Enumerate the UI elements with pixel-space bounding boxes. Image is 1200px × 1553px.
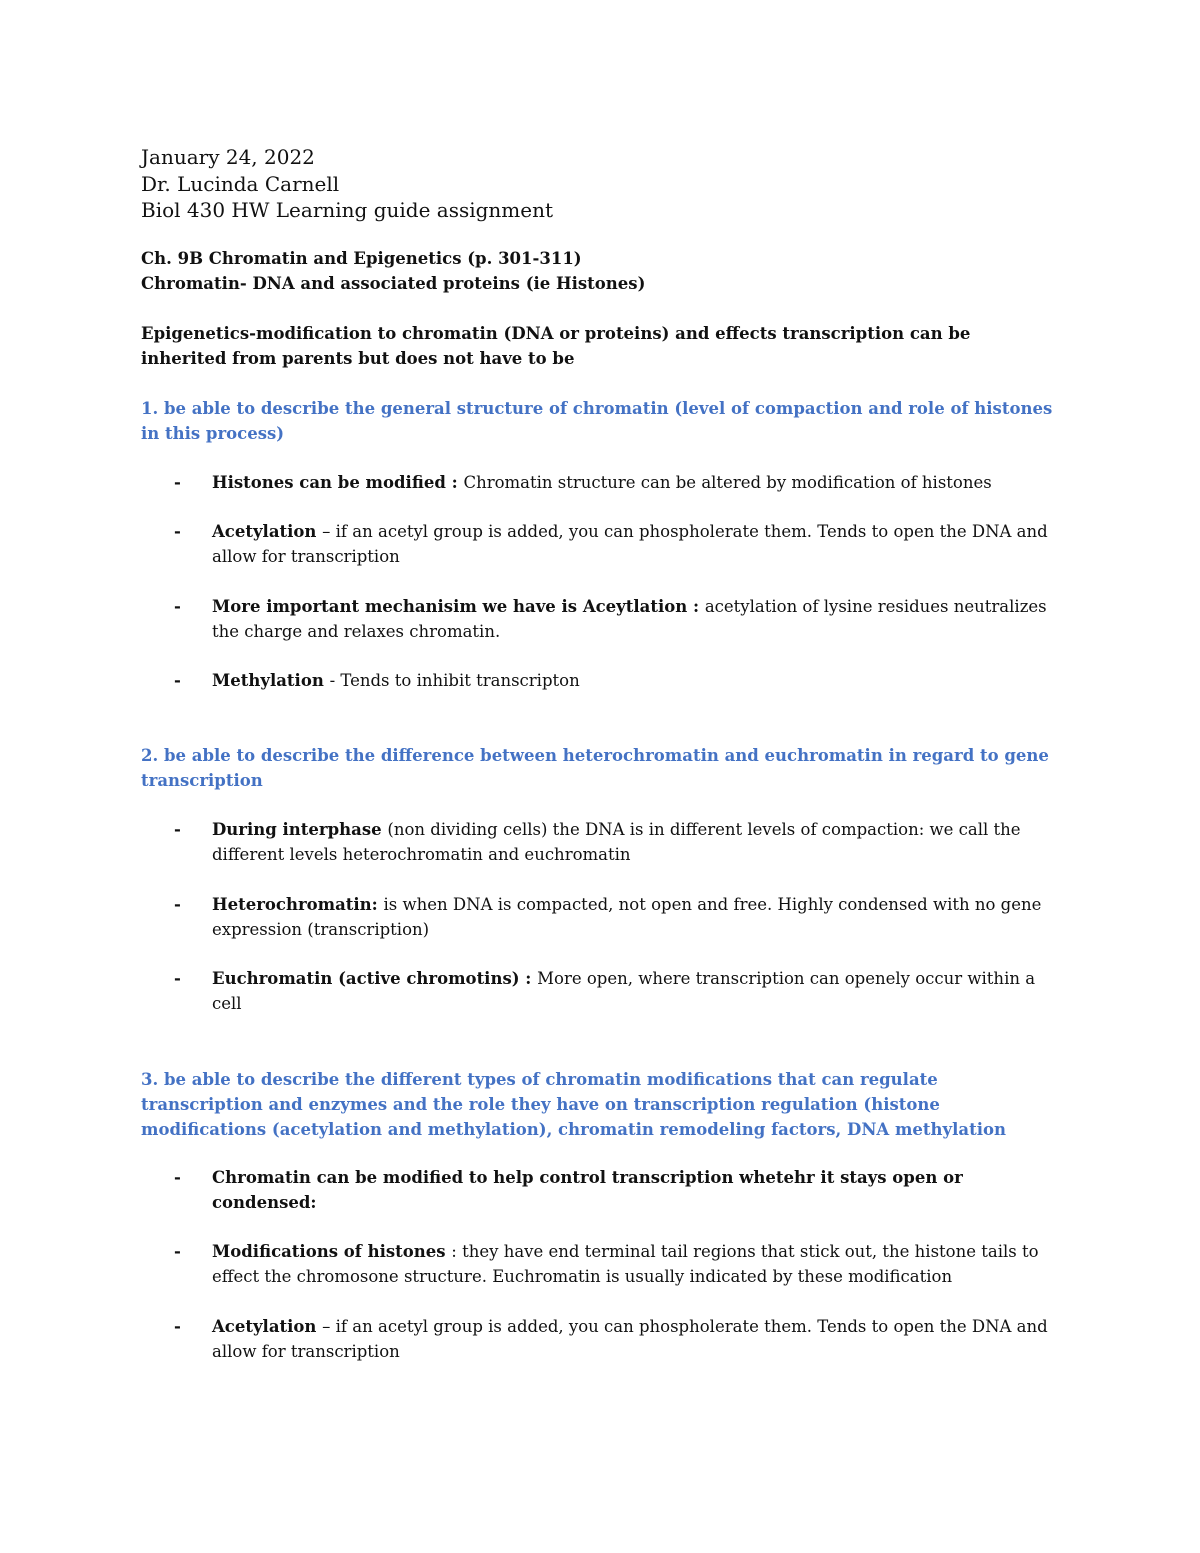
bullet-lead: More important mechanisim we have is Aceytlation :	[212, 597, 705, 616]
bullet-lead: Euchromatin (active chromotins) :	[212, 969, 538, 988]
bullet-item	[174, 818, 1054, 867]
bullet-body: – if an acetyl group is added, you can phospholerate them. Tends to open the DNA and allow for transcription	[212, 1317, 1048, 1361]
bullet-lead: During interphase	[212, 820, 388, 839]
date-line: January 24, 2022	[141, 145, 315, 169]
bullet-body: (non dividing cells) the DNA is in different levels of compaction: we call the different levels heterochromatin and euchromatin	[212, 820, 1021, 864]
question-2: 2. be able to describe the difference between heterochromatin and euchromatin in regard to gene transcription	[141, 746, 1049, 790]
question-1: 1. be able to describe the general structure of chromatin (level of compaction and role of histones in this process)	[141, 399, 1053, 443]
bullet-dash: -	[174, 522, 181, 541]
bullet-item	[174, 1315, 1054, 1364]
bullet-item	[174, 893, 1054, 942]
course-line: Biol 430 HW Learning guide assignment	[141, 198, 554, 222]
bullet-item	[174, 967, 1054, 1016]
bullet-lead: Acetylation	[212, 1317, 323, 1336]
bullet-lead: Acetylation	[212, 522, 323, 541]
bullet-lead: Histones can be modified :	[212, 473, 464, 492]
bullet-body: More open, where transcription can openely occur within a cell	[212, 969, 1036, 1013]
bullet-lead: Methylation	[212, 671, 330, 690]
bullet-item	[174, 669, 1054, 694]
bullet-body: – if an acetyl group is added, you can phospholerate them. Tends to open the DNA and allow for transcription	[212, 522, 1048, 566]
bullet-dash: -	[174, 597, 181, 616]
chapter-title: Ch. 9B Chromatin and Epigenetics (p. 301-311)	[141, 249, 582, 268]
bullet-body: acetylation of lysine residues neutralizes the charge and relaxes chromatin.	[212, 597, 1047, 641]
instructor-line: Dr. Lucinda Carnell	[141, 172, 340, 196]
bullet-item	[174, 471, 1054, 496]
bullet-item	[174, 520, 1054, 569]
bullet-item	[174, 1240, 1054, 1289]
bullet-lead: Chromatin can be modified to help control transcription whetehr it stays open or condensed:	[212, 1168, 963, 1212]
bullet-lead: Modifications of histones	[212, 1242, 452, 1261]
bullet-dash: -	[174, 895, 181, 914]
bullet-dash: -	[174, 1242, 181, 1261]
bullet-body: is when DNA is compacted, not open and free. Highly condensed with no gene expression (transcription)	[212, 895, 1042, 939]
epigenetics-definition: Epigenetics-modification to chromatin (DNA or proteins) and effects transcription can be inherited from parents but does not have to be	[141, 324, 971, 368]
bullet-lead: Heterochromatin:	[212, 895, 384, 914]
question-3: 3. be able to describe the different types of chromatin modifications that can regulate transcription and enzymes and the role they have on transcription regulation (histone modifications (acetylation and methylation), chromatin remodeling factors, DNA methylation	[141, 1070, 1006, 1139]
bullet-dash: -	[174, 473, 181, 492]
bullet-dash: -	[174, 820, 181, 839]
bullet-body: Chromatin structure can be altered by modification of histones	[463, 473, 992, 492]
bullet-body: - Tends to inhibit transcripton	[329, 671, 580, 690]
bullet-dash: -	[174, 969, 181, 988]
bullet-dash: -	[174, 1168, 181, 1187]
bullet-body: : they have end terminal tail regions that stick out, the histone tails to effect the chromosone structure. Euchromatin is usually indicated by these modification	[212, 1242, 1039, 1286]
bullet-item	[174, 1166, 1054, 1215]
bullet-dash: -	[174, 1317, 181, 1336]
chromatin-definition: Chromatin- DNA and associated proteins (ie Histones)	[141, 274, 646, 293]
bullet-item	[174, 595, 1054, 644]
bullet-dash: -	[174, 671, 181, 690]
